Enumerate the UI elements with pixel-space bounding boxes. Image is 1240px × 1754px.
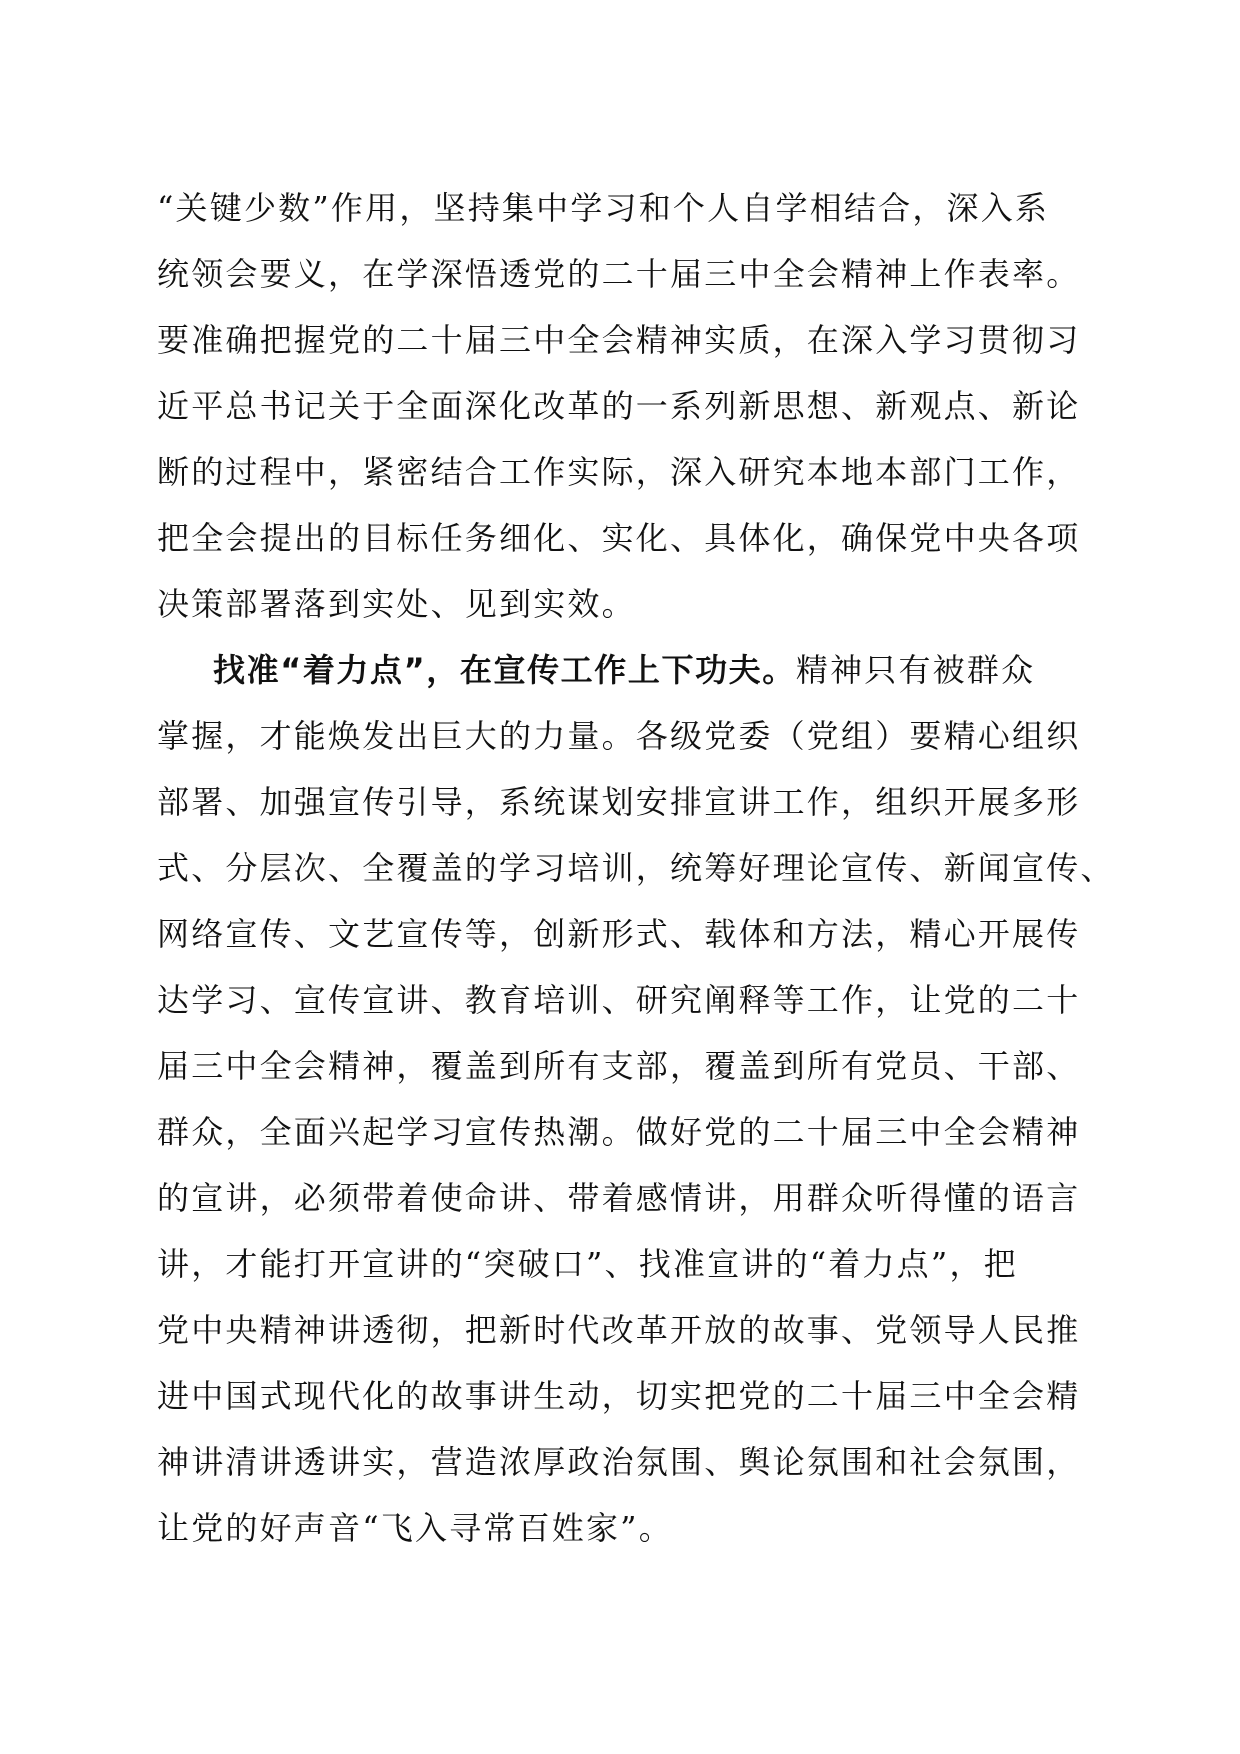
text-line: 把全会提出的目标任务细化、实化、具体化，确保党中央各项 <box>157 519 1081 557</box>
text-line: 党中央精神讲透彻，把新时代改革开放的故事、党领导人民推 <box>157 1311 1081 1349</box>
text-line: 近平总书记关于全面深化改革的一系列新思想、新观点、新论 <box>157 387 1081 425</box>
text-line: “关键少数”作用，坚持集中学习和个人自学相结合，深入系 <box>157 189 1050 227</box>
text-line: 统领会要义，在学深悟透党的二十届三中全会精神上作表率。 <box>157 255 1081 293</box>
text-line: 掌握，才能焕发出巨大的力量。各级党委（党组）要精心组织 <box>157 717 1081 755</box>
text-line: 神讲清讲透讲实，营造浓厚政治氛围、舆论氛围和社会氛围， <box>157 1443 1081 1481</box>
text-line: 决策部署落到实处、见到实效。 <box>157 585 636 623</box>
text-line: 网络宣传、文艺宣传等，创新形式、载体和方法，精心开展传 <box>157 915 1081 953</box>
text-line: 的宣讲，必须带着使命讲、带着感情讲，用群众听得懂的语言 <box>157 1179 1081 1217</box>
text-line: 断的过程中，紧密结合工作实际，深入研究本地本部门工作， <box>157 453 1081 491</box>
section-heading: 找准“着力点”，在宣传工作上下功夫。 <box>213 651 796 689</box>
text-line: 群众，全面兴起学习宣传热潮。做好党的二十届三中全会精神 <box>157 1113 1081 1151</box>
text-line: 达学习、宣传宣讲、教育培训、研究阐释等工作，让党的二十 <box>157 981 1081 1019</box>
paragraph-2-first-line <box>213 650 1035 690</box>
text-line: 式、分层次、全覆盖的学习培训，统筹好理论宣传、新闻宣传、 <box>157 849 1115 887</box>
text-line: 讲，才能打开宣讲的“突破口”、找准宣讲的“着力点”，把 <box>157 1245 1018 1283</box>
text-line: 部署、加强宣传引导，系统谋划安排宣讲工作，组织开展多形 <box>157 783 1081 821</box>
text-line: 届三中全会精神，覆盖到所有支部，覆盖到所有党员、干部、 <box>157 1047 1081 1085</box>
text-line: 要准确把握党的二十届三中全会精神实质，在深入学习贯彻习 <box>157 321 1081 359</box>
text-line: 进中国式现代化的故事讲生动，切实把党的二十届三中全会精 <box>157 1377 1081 1415</box>
heading-continuation: 精神只有被群众 <box>795 651 1036 689</box>
text-line: 让党的好声音“飞入寻常百姓家”。 <box>157 1509 673 1547</box>
